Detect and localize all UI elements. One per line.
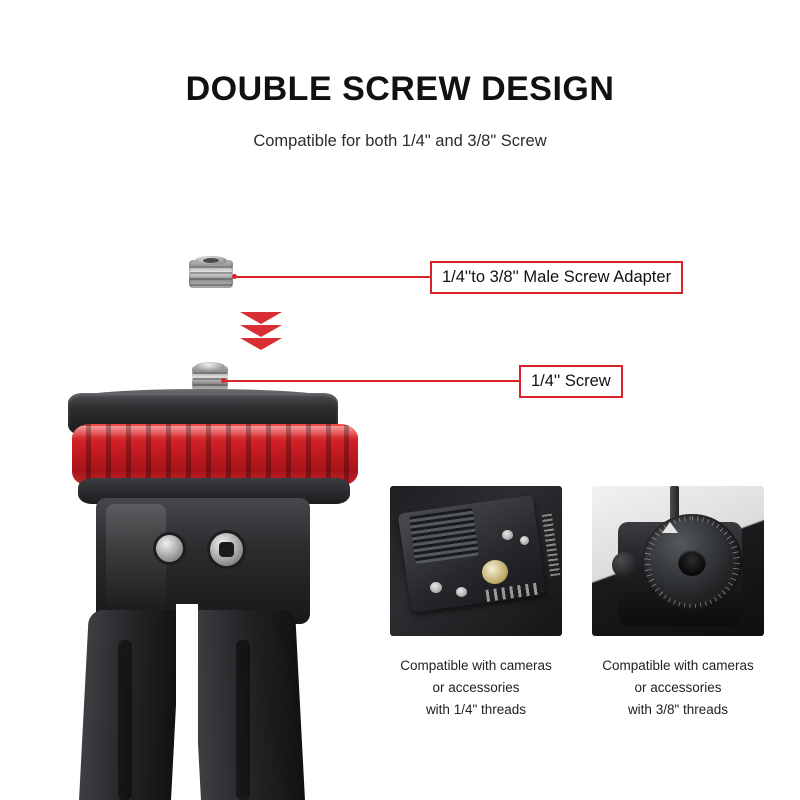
adapter-thread-line xyxy=(190,272,232,274)
quarter-screw-leader-line xyxy=(225,380,521,382)
page-subtitle: Compatible for both 1/4" and 3/8" Screw xyxy=(253,132,547,150)
adapter-thread-line xyxy=(190,266,232,268)
red-locking-ring xyxy=(72,424,358,486)
adapter-thread-line xyxy=(190,284,232,286)
leg-gap xyxy=(176,604,198,800)
small-bolt xyxy=(156,535,183,562)
down-chevrons-icon xyxy=(240,312,282,360)
quarter-thread-line xyxy=(193,384,227,386)
hex-socket-bolt xyxy=(210,533,243,566)
leg-groove-left xyxy=(118,640,132,800)
quarter-screw-top xyxy=(195,362,225,371)
callout-adapter-label: 1/4''to 3/8'' Male Screw Adapter xyxy=(430,261,683,294)
caption-line: Compatible with cameras xyxy=(400,658,552,673)
leg-groove-right xyxy=(236,640,250,800)
caption-quarter-thread xyxy=(376,655,576,721)
caption-line: Compatible with cameras xyxy=(602,658,754,673)
caption-eighth-thread xyxy=(578,655,778,721)
eighth-thread-photo xyxy=(592,486,764,636)
adapter-thread-line xyxy=(190,278,232,280)
adapter-screw-illustration xyxy=(189,254,233,294)
quarter-thread-photo xyxy=(390,486,562,636)
head-body-block xyxy=(96,498,310,624)
photo-card-quarter-thread xyxy=(390,486,562,636)
caption-line: with 3/8" threads xyxy=(627,702,729,717)
photo-card-eighth-thread xyxy=(592,486,764,636)
caption-line: or accessories xyxy=(432,680,520,695)
adapter-screw-hole xyxy=(203,258,219,263)
caption-line: with 1/4" threads xyxy=(425,702,527,717)
adapter-leader-line xyxy=(236,276,432,278)
callout-quarter-screw-label: 1/4'' Screw xyxy=(519,365,623,398)
caption-line: or accessories xyxy=(634,680,722,695)
quarter-thread-line xyxy=(193,372,227,374)
page-title: DOUBLE SCREW DESIGN xyxy=(185,70,615,108)
